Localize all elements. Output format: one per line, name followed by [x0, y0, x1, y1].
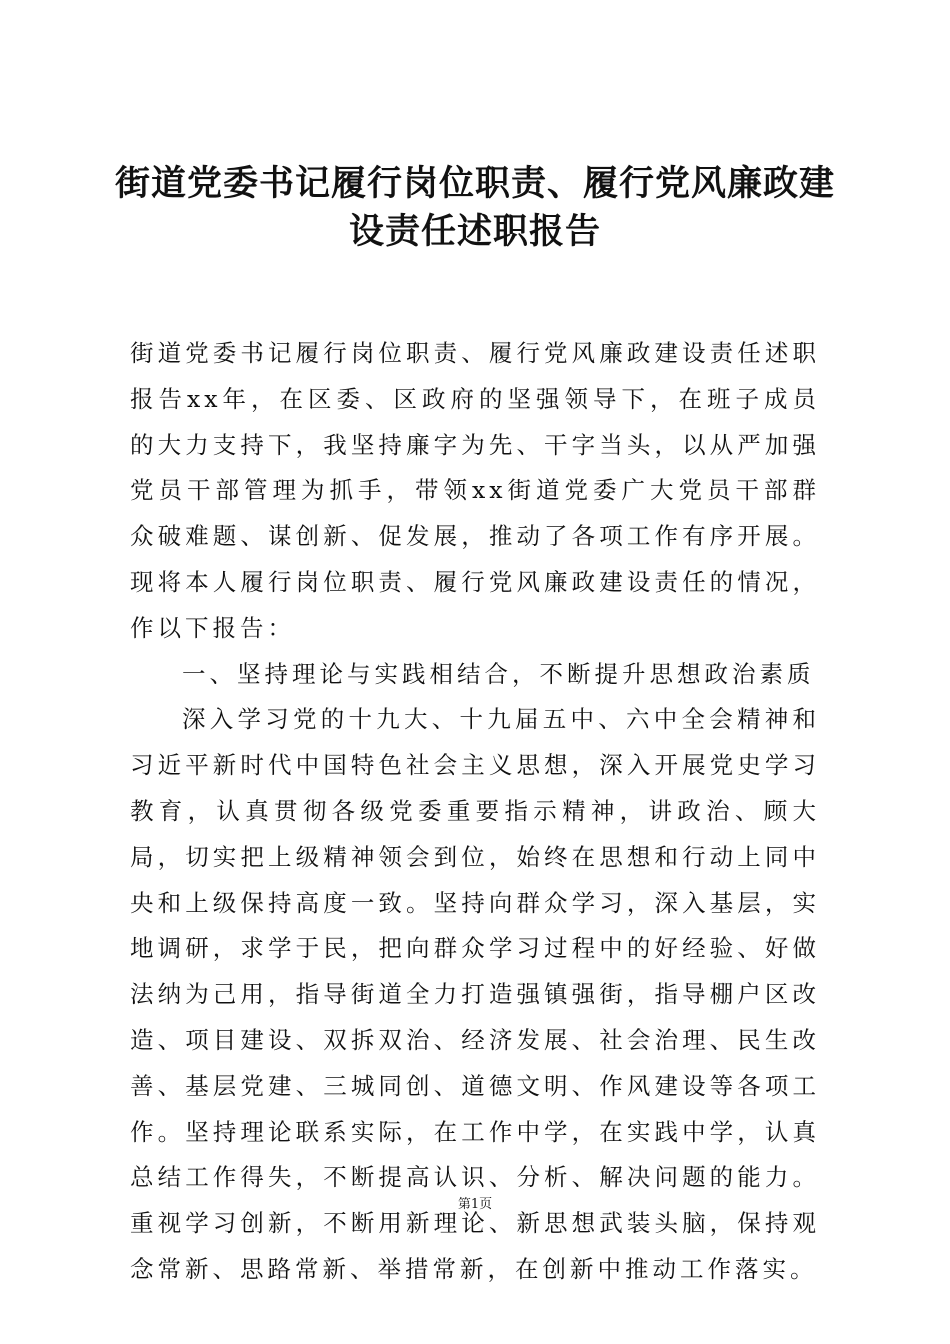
intro-paragraph: 街道党委书记履行岗位职责、履行党风廉政建设责任述职报告xx年，在区委、区政府的坚强领导下，在班子成员的大力支持下，我坚持廉字为先、干字当头，以从严加强党员干部管理为抓手，带领xx街道党委广大党员干部群众破难题、谋创新、促发展，推动了各项工作有序开展。现将本人履行岗位职责、履行党风廉政建设责任的情况，作以下报告： — [130, 339, 820, 642]
body-paragraph: 深入学习党的十九大、十九届五中、六中全会精神和习近平新时代中国特色社会主义思想，深入开展党史学习教育，认真贯彻各级党委重要指示精神，讲政治、顾大局，切实把上级精神领会到位，始终在思想和行动上同中央和上级保持高度一致。坚持向群众学习，深入基层，实地调研，求学于民，把向群众学习过程中的好经验、好做法纳为己用，指导街道全力打造强镇强街，指导棚户区改造、项目建设、双拆双治、经济发展、社会治理、民生改善、基层党建、三城同创、道德文明、作风建设等各项工作。坚持理论联系实际，在工作中学，在实践中学，认真总结工作得失，不断提高认识、分析、解决问题的能力。重视学习创新，不断用新理论、新思想武装头脑，保持观念常新、思路常新、举措常新，在创新中推动工作落实。 — [130, 705, 820, 1283]
document-body — [130, 331, 820, 1293]
section-heading: 一、坚持理论与实践相结合，不断提升思想政治素质 — [182, 659, 815, 688]
page-number: 第1页 — [457, 1197, 493, 1212]
document-title: 街道党委书记履行岗位职责、履行党风廉政建设责任述职报告 — [114, 163, 835, 252]
